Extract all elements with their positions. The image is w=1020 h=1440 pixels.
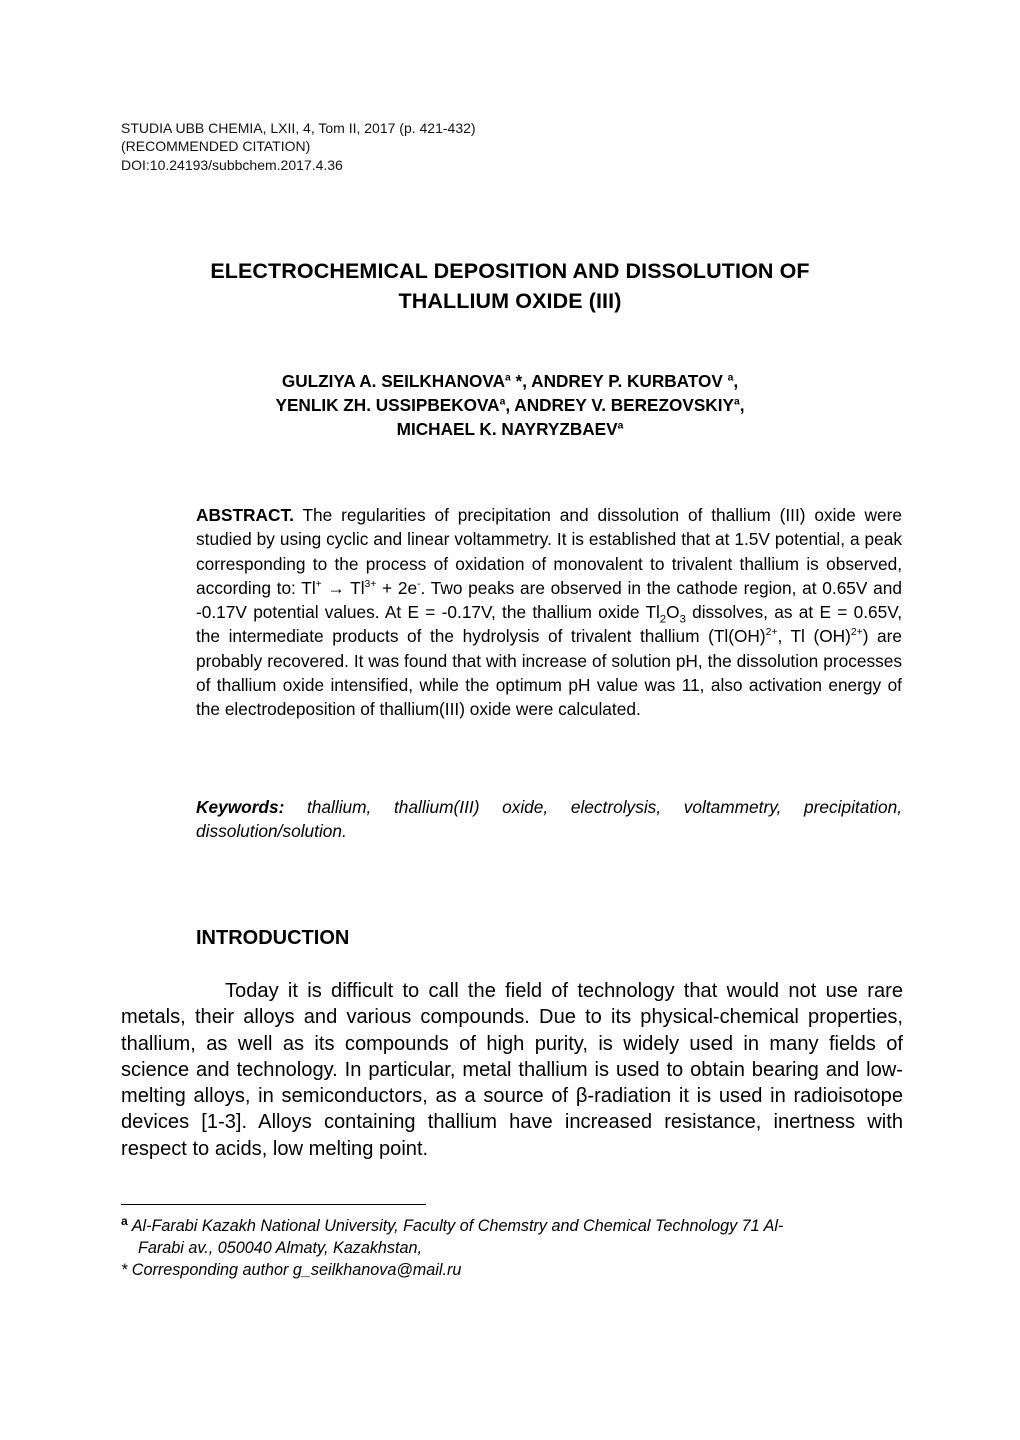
introduction-paragraph: Today it is difficult to call the field of technology that would not use rare metals, their alloys and various compounds. Due to its physical-chemical properties, thallium, as well as its compounds of high purity, is widely used in many fields of science and technology. In particular, metal thallium is used to obtain bearing and low-melting alloys, in semiconductors, as a source of β-radiation it is used in radioisotope devices [1-3]. Alloys containing thallium have increased resistance, inertness with respect to acids, low melting point. — [121, 980, 903, 1160]
abstract-text: dissolves, as at E = 0.65V, the intermediate products of the hydrolysis of trivalent thallium (Tl(OH) — [196, 602, 903, 647]
abstract-text: O — [666, 602, 680, 623]
author-separator: , — [739, 395, 745, 415]
affiliation-mark: a — [505, 372, 511, 384]
author-line-2 — [0, 393, 1020, 417]
abstract-text: → Tl — [321, 577, 365, 598]
affiliation-mark: a — [727, 372, 734, 384]
author-name: GULZIYA A. SEILKHANOVA — [281, 371, 506, 391]
abstract-text: The regularities of precipitation and dissolution of thallium (III) oxide were studied by using cyclic and linear voltammetry. It is established that at 1.5V potential, a peak corresponding to the process of oxidation of monovalent to trivalent thallium is observed, according to: Tl — [196, 505, 902, 598]
author-name: MICHAEL K. NAYRYZBAEV — [396, 419, 618, 439]
abstract-text: , Tl (OH) — [777, 626, 851, 647]
footnote-line-2: Farabi av., 050040 Almaty, Kazakhstan, — [138, 1239, 423, 1257]
footnote-affiliation — [121, 1215, 903, 1281]
footnote-corresponding: * Corresponding author g_seilkhanova@mail.ru — [121, 1261, 462, 1279]
abstract — [196, 503, 902, 722]
formula-sub: 3 — [679, 613, 686, 626]
citation-line: (RECOMMENDED CITATION) — [121, 138, 311, 154]
footnote-text: Al-Farabi Kazakh National University, Faculty of Chemstry and Chemical Technology 71 Al- — [131, 1217, 784, 1235]
keywords-label: Keywords: — [196, 797, 285, 817]
author-line-3 — [0, 417, 1020, 441]
author-list — [0, 369, 1020, 441]
section-heading-introduction: INTRODUCTION — [196, 927, 350, 949]
charge-sup: 3+ — [364, 579, 377, 591]
author-name: ANDREY V. BEREZOVSKIY — [514, 395, 734, 415]
journal-line: STUDIA UBB CHEMIA, LXII, 4, Tom II, 2017 (p. 421-432) — [121, 120, 476, 136]
abstract-text: ) are probably recovered. It was found that with increase of solution pH, the dissolution processes of thallium oxide intensified, while the optimum pH value was 11, also activation energy of the electrodeposition of thallium(III) oxide were calculated. — [196, 626, 902, 720]
keywords — [196, 795, 902, 844]
charge-sup: 2+ — [850, 627, 863, 639]
author-name: YENLIK ZH. USSIPBEKOVA — [275, 395, 500, 415]
author-separator: , — [733, 371, 739, 391]
abstract-text: . Two peaks are observed in the cathode region, at 0.65V and -0.17V potential values. At E = -0.17V, the thallium oxide Tl — [196, 577, 902, 623]
footnote-mark: a — [121, 1213, 128, 1228]
doi-line: DOI:10.24193/subbchem.2017.4.36 — [121, 157, 343, 173]
title-line-1: ELECTROCHEMICAL DEPOSITION AND DISSOLUTION OF — [210, 259, 810, 283]
keywords-text: thallium, thallium(III) oxide, electrolysis, voltammetry, precipitation, dissolution/solution. — [196, 797, 902, 842]
footnote-line-1 — [121, 1215, 903, 1237]
affiliation-mark: a — [499, 396, 506, 408]
author-name: ANDREY P. KURBATOV — [531, 371, 728, 391]
footnote-rule — [121, 1204, 426, 1205]
charge-sup: + — [315, 579, 322, 591]
formula-sub: 2 — [659, 613, 667, 626]
charge-sup: - — [417, 579, 421, 591]
affiliation-mark: a — [617, 420, 624, 432]
abstract-label: ABSTRACT. — [196, 505, 294, 525]
paper-title — [0, 256, 1020, 316]
author-separator: , — [505, 395, 515, 415]
abstract-text: + 2e — [376, 577, 418, 598]
author-line-1 — [0, 369, 1020, 393]
charge-sup: 2+ — [765, 627, 778, 639]
title-line-2: THALLIUM OXIDE (III) — [398, 289, 622, 313]
author-separator: *, — [510, 371, 532, 391]
affiliation-mark: a — [733, 396, 740, 408]
